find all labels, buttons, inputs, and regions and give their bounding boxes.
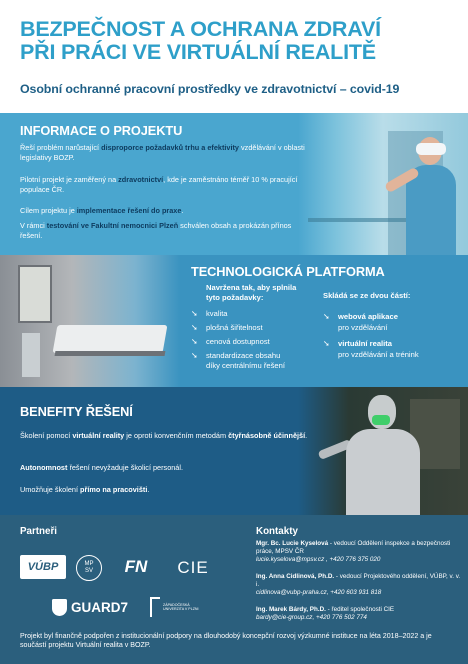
contact-2 (256, 573, 462, 598)
benefits-heading: BENEFITY ŘEŠENÍ (20, 404, 133, 419)
part-title: virtuální realita (338, 339, 393, 348)
hospital-room-photo (0, 255, 180, 387)
highlight-text: přímo na pracovišti (80, 485, 148, 494)
contact-details: cidlinova@vubp-praha.cz, +420 603 931 818 (256, 589, 382, 597)
benefits-section (0, 387, 468, 515)
page-title (20, 18, 460, 64)
fn-logo-text: FN (124, 557, 148, 576)
photo-handrail (308, 218, 418, 222)
requirements-lead (206, 283, 326, 303)
text-span: V rámci (20, 221, 47, 230)
text-span: schválen obsah a prokázán přínos řešení. (20, 221, 292, 240)
text-span: Cílem projektu je (20, 206, 77, 215)
requirement-item-continuation: díky centrálnímu řešení (206, 361, 285, 370)
technology-platform-section (0, 255, 468, 387)
requirement-label: standardizace obsahu (206, 351, 281, 360)
project-info-paragraph-1 (20, 143, 310, 163)
vr-avatar-image (298, 387, 468, 515)
partners-heading: Partneři (20, 526, 58, 537)
zcu-mark-icon (150, 597, 160, 617)
requirement-item (191, 351, 326, 361)
cie-logo-text: CIE (177, 558, 209, 577)
footer (0, 515, 468, 664)
benefits-paragraph-2 (20, 463, 330, 473)
requirement-item (191, 309, 326, 319)
arrow-right-icon: ➘ (323, 312, 330, 321)
header (0, 0, 468, 113)
text-span: . (305, 431, 308, 440)
contact-details: lucie.kyselova@mpsv.cz , +420 776 375 020 (256, 556, 381, 564)
contact-role: - vedoucí Oddělení inspekce a bezpečnosti práce, MPSV ČR (256, 540, 451, 556)
zcu-logo-text: ZÁPADOČESKÁ UNIVERZITA V PLZNI (163, 602, 199, 611)
part-item-web-app (323, 312, 463, 322)
photo-hospital-bed (53, 325, 168, 353)
arrow-right-icon: ➘ (191, 323, 198, 332)
part-description: pro vzdělávání a trénink (338, 350, 419, 359)
highlight-text: zdravotnictví (118, 175, 164, 184)
mpsv-logo-text: SV (84, 568, 93, 574)
photo-bed-frame (55, 351, 166, 356)
face-mask-icon (372, 415, 390, 425)
contact-details: bardy@cie-group.cz, +420 776 502 774 (256, 614, 367, 622)
title-line-1: BEZPEČNOST A OCHRANA ZDRAVÍ (20, 17, 381, 41)
contact-1 (256, 540, 462, 565)
requirement-label: cenová dostupnost (206, 337, 270, 346)
project-info-section (0, 113, 468, 255)
vr-headset-icon (416, 143, 446, 155)
requirement-item (191, 337, 326, 347)
page-subtitle: Osobní ochranné pracovní prostředky ve zdravotnictví – covid-19 (20, 82, 400, 96)
highlight-text: čtyřnásobně účinnější (228, 431, 306, 440)
vr-avatar-body (346, 429, 420, 515)
text-span: Umožňuje školení (20, 485, 81, 494)
shield-icon (52, 599, 67, 616)
text-span: vzdělávání v oblasti legislativy BOZP. (20, 143, 305, 162)
highlight-text: virtuální reality (72, 431, 125, 440)
cie-logo (170, 557, 216, 579)
requirement-item (191, 323, 326, 333)
contacts-heading: Kontakty (256, 526, 298, 537)
highlight-text: testování ve Fakultní nemocnici Plzeň (46, 221, 179, 230)
arrow-right-icon: ➘ (191, 337, 198, 346)
text-span: . (181, 206, 184, 215)
vubp-logo-text: VÚBP (27, 561, 59, 573)
requirement-label: kvalita (206, 309, 228, 318)
parts-column (323, 291, 463, 366)
arrow-right-icon: ➘ (323, 339, 330, 348)
text-span: Školení pomocí (20, 431, 73, 440)
contact-name: Mgr. Bc. Lucie Kyselová (256, 540, 329, 547)
nurse-vr-photo (298, 113, 468, 255)
photo-window (18, 265, 52, 323)
mpsv-logo (76, 555, 102, 581)
part-item-vr (323, 339, 463, 349)
parts-lead: Skládá se ze dvou částí: (323, 291, 411, 300)
part-description: pro vzdělávání (338, 323, 388, 332)
requirements-lead-line-2: tyto požadavky: (206, 293, 264, 302)
requirements-lead-line-1: Navržena tak, aby splnila (206, 283, 297, 292)
zcu-logo (150, 594, 208, 620)
title-line-2: PŘI PRÁCI VE VIRTUÁLNÍ REALITĚ (20, 40, 376, 64)
text-span: , kde je zaměstnáno téměř 10 % pracující populace ČR. (20, 175, 298, 194)
mpsv-logo-text: MP (84, 561, 94, 567)
project-info-paragraph-3 (20, 206, 310, 216)
arrow-right-icon: ➘ (191, 351, 198, 360)
text-span: řešení nevyžaduje školicí personál. (67, 463, 184, 472)
text-span: Pilotní projekt je zaměřený na (20, 175, 119, 184)
guard7-logo-text: GUARD7 (70, 599, 128, 615)
contact-3 (256, 606, 462, 622)
highlight-text: implementace řešení do praxe (76, 206, 182, 215)
text-span: je oproti konvenčním metodám (124, 431, 229, 440)
contact-role: - ředitel společnosti CIE (325, 606, 395, 613)
benefits-paragraph-3 (20, 485, 330, 495)
highlight-text: Autonomnost (20, 463, 68, 472)
funding-note: Projekt byl finančně podpořen z institucionální podpory na dlouhodobý koncepční rozvoj výzkumné instituce na léta 2018–2022 a je součástí projektu Virtuální realita v BOZP. (20, 632, 432, 650)
arrow-right-icon: ➘ (191, 309, 198, 318)
project-info-heading: INFORMACE O PROJEKTU (20, 123, 183, 138)
guard7-logo (42, 594, 138, 620)
benefits-paragraph-1 (20, 431, 330, 441)
project-info-paragraph-2 (20, 175, 310, 195)
technology-heading: TECHNOLOGICKÁ PLATFORMA (191, 264, 385, 279)
contact-name: Ing. Marek Bárdy, Ph.D. (256, 606, 326, 613)
contact-role: - vedoucí Projektového oddělení, VÚBP, v. v. i. (256, 573, 461, 589)
requirements-column (191, 283, 326, 377)
highlight-text: disproporce požadavků trhu a efektivity (101, 143, 239, 152)
project-info-paragraph-4 (20, 221, 310, 241)
text-span: Řeší problém narůstající (20, 143, 102, 152)
requirement-label: plošná šiřitelnost (206, 323, 263, 332)
part-title: webová aplikace (338, 312, 398, 321)
vubp-logo (20, 555, 66, 579)
text-span: . (147, 485, 150, 494)
photo-bedside-stand (22, 333, 40, 377)
fn-plzen-logo (116, 555, 156, 579)
contact-name: Ing. Anna Cidlinová, Ph.D. (256, 573, 335, 580)
